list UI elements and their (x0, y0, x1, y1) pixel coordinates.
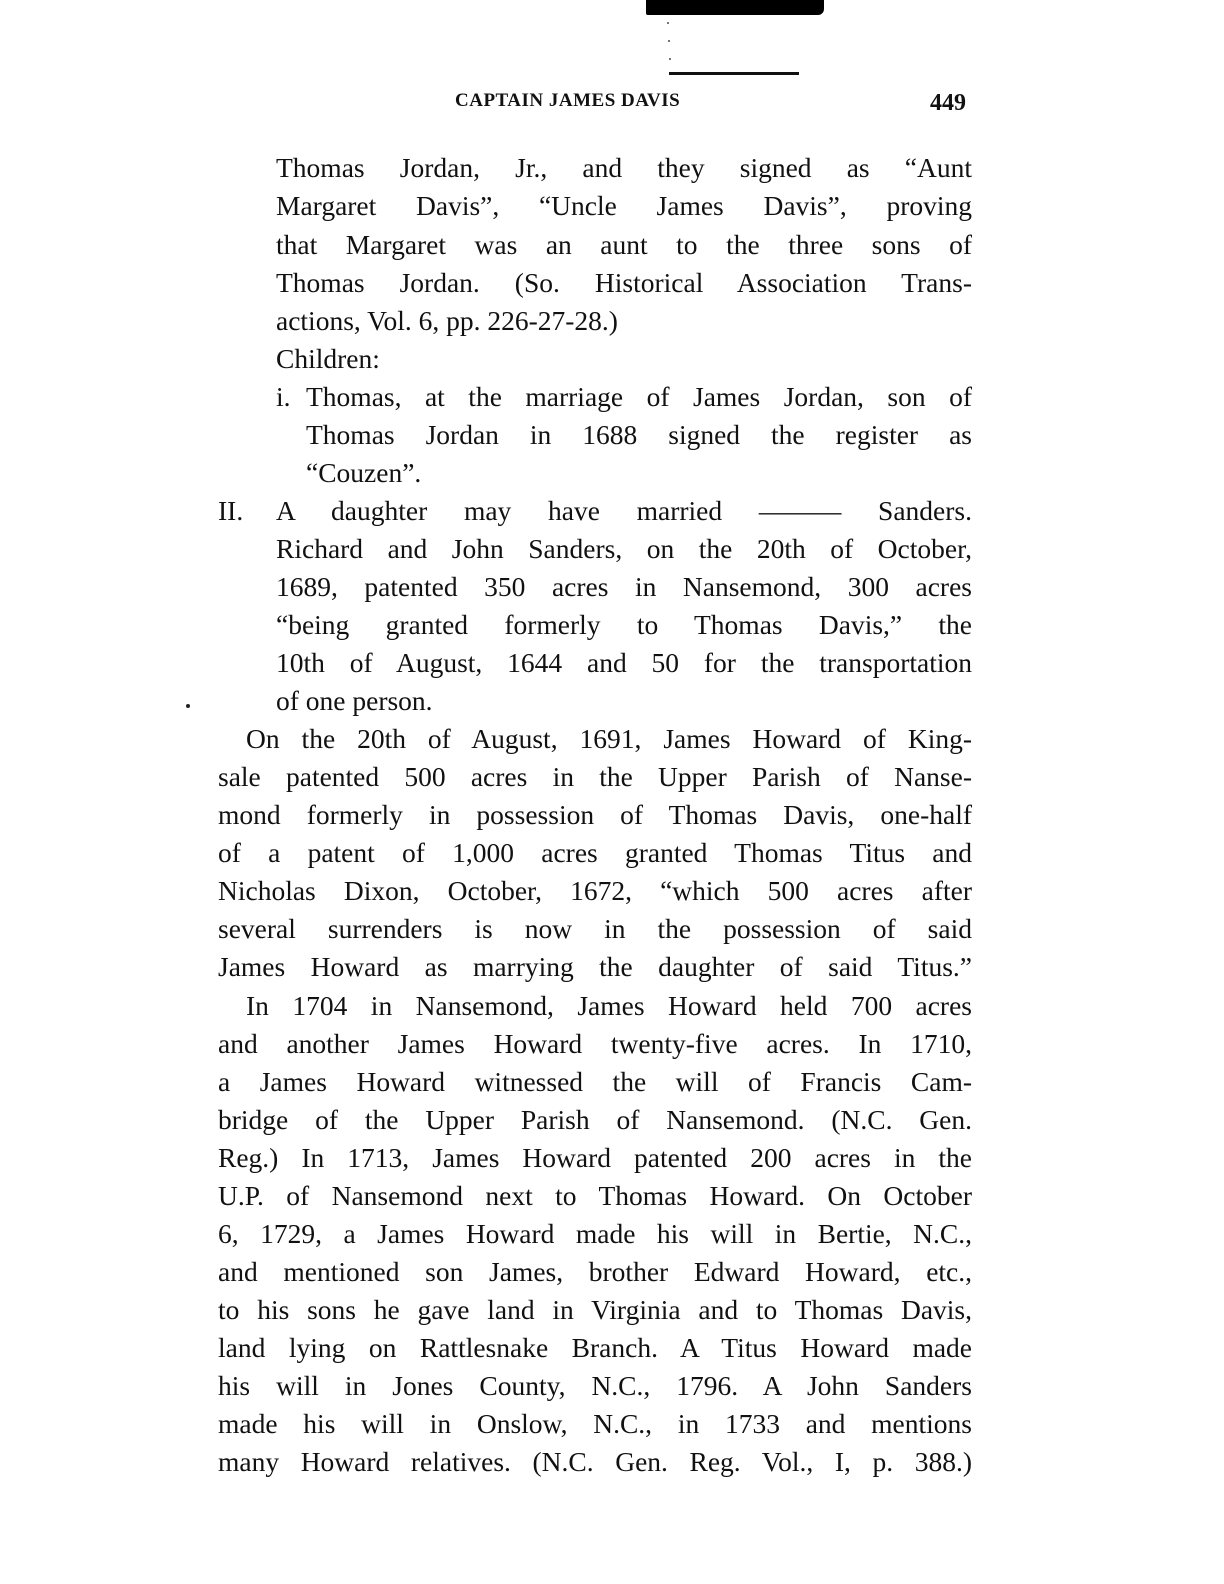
children-label: Children: (276, 343, 380, 374)
text-line: actions, Vol. 6, pp. 226-27-28.) (276, 305, 618, 336)
text-line: bridge of the Upper Parish of Nansemond. (N.C. Gen. (218, 1104, 972, 1135)
text-line: “Couzen”. (306, 457, 422, 488)
text-line: many Howard relatives. (N.C. Gen. Reg. Vol., I, p. 388.) (218, 1446, 972, 1477)
list-marker-i: i. (276, 381, 291, 412)
text-line: Thomas Jordan in 1688 signed the register as (306, 419, 972, 450)
text-line: A daughter may have married ——— Sanders. (276, 495, 972, 526)
text-line: land lying on Rattlesnake Branch. A Titus Howard made (218, 1332, 972, 1363)
text-line: made his will in Onslow, N.C., in 1733 and mentions (218, 1408, 972, 1439)
text-line: to his sons he gave land in Virginia and to Thomas Davis, (218, 1294, 972, 1325)
text-line: and mentioned son James, brother Edward Howard, etc., (218, 1256, 972, 1287)
header-rule (669, 72, 799, 75)
text-line: 1689, patented 350 acres in Nansemond, 300 acres (276, 571, 972, 602)
scan-speck (667, 22, 669, 24)
text-line: 6, 1729, a James Howard made his will in Bertie, N.C., (218, 1218, 972, 1249)
text-line: mond formerly in possession of Thomas Davis, one-half (218, 799, 972, 830)
text-line: In 1704 in Nansemond, James Howard held 700 acres (246, 990, 972, 1021)
text-line: of one person. (276, 685, 433, 716)
running-title: CAPTAIN JAMES DAVIS (455, 90, 681, 111)
scan-speck (668, 40, 670, 42)
scan-speck (669, 58, 671, 60)
text-line: Nicholas Dixon, October, 1672, “which 500 acres after (218, 875, 972, 906)
text-line: Thomas Jordan, Jr., and they signed as “Aunt (276, 152, 972, 183)
text-line: On the 20th of August, 1691, James Howard of King- (246, 723, 972, 754)
text-line: U.P. of Nansemond next to Thomas Howard. On October (218, 1180, 972, 1211)
text-line: Margaret Davis”, “Uncle James Davis”, proving (276, 190, 972, 221)
text-line: Reg.) In 1713, James Howard patented 200 acres in the (218, 1142, 972, 1173)
text-line: “being granted formerly to Thomas Davis,” the (276, 609, 972, 640)
text-line: that Margaret was an aunt to the three sons of (276, 229, 972, 260)
text-line: sale patented 500 acres in the Upper Parish of Nanse- (218, 761, 972, 792)
text-line: a James Howard witnessed the will of Francis Cam- (218, 1066, 972, 1097)
list-marker-II: II. (218, 495, 244, 526)
redaction-mark (646, 0, 824, 15)
text-line: Richard and John Sanders, on the 20th of October, (276, 533, 972, 564)
text-line: Thomas Jordan. (So. Historical Association Trans- (276, 267, 972, 298)
text-line: of a patent of 1,000 acres granted Thomas Titus and (218, 837, 972, 868)
scan-dot (186, 704, 190, 708)
page-number: 449 (930, 90, 966, 116)
text-line: Thomas, at the marriage of James Jordan, son of (306, 381, 972, 412)
text-line: his will in Jones County, N.C., 1796. A John Sanders (218, 1370, 972, 1401)
text-line: 10th of August, 1644 and 50 for the transportation (276, 647, 972, 678)
text-line: several surrenders is now in the possession of said (218, 913, 972, 944)
text-line: James Howard as marrying the daughter of said Titus.” (218, 951, 972, 982)
text-line: and another James Howard twenty-five acres. In 1710, (218, 1028, 972, 1059)
